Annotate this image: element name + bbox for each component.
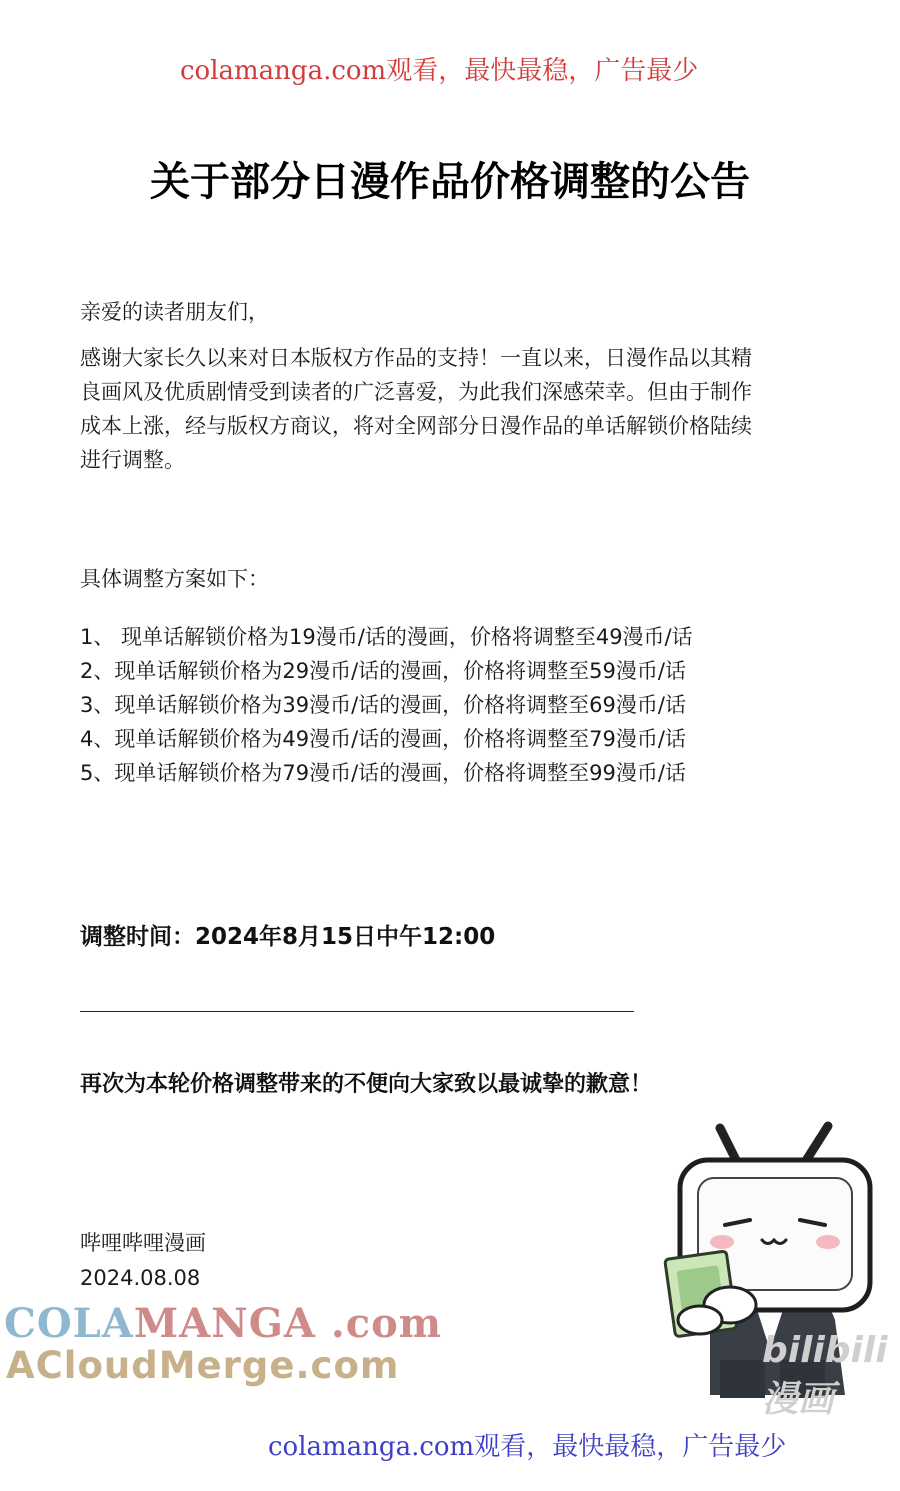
watermark-dotcom: .com xyxy=(315,1300,443,1347)
promo-banner-top: colamanga.com观看，最快最稳，广告最少 xyxy=(180,56,699,86)
apology-text: 再次为本轮价格调整带来的不便向大家致以最诚挚的歉意！ xyxy=(80,1072,653,1097)
paragraph-line: 进行调整。 xyxy=(80,448,185,472)
signature-name: 哔哩哔哩漫画 xyxy=(80,1231,206,1255)
list-item: 1、 现单话解锁价格为19漫币/话的漫画，价格将调整至49漫币/话 xyxy=(80,625,693,649)
watermark-colamanga xyxy=(4,1300,442,1347)
watermark-acloudmerge: ACloudMerge.com xyxy=(6,1344,400,1387)
paragraph-line: 良画风及优质剧情受到读者的广泛喜爱，为此我们深感荣幸。但由于制作 xyxy=(80,380,752,404)
promo-banner-bottom: colamanga.com观看，最快最稳，广告最少 xyxy=(268,1432,787,1462)
signature-date: 2024.08.08 xyxy=(80,1266,201,1290)
adjustment-list xyxy=(80,620,810,790)
greeting: 亲爱的读者朋友们， xyxy=(80,300,269,324)
bilibili-manga-logo: bilibili 漫画 xyxy=(762,1330,888,1420)
list-item: 5、现单话解锁价格为79漫币/话的漫画，价格将调整至99漫币/话 xyxy=(80,761,686,785)
announcement-title: 关于部分日漫作品价格调整的公告 xyxy=(150,159,750,205)
adjustment-time: 调整时间：2024年8月15日中午12:00 xyxy=(80,924,496,950)
paragraph-line: 感谢大家长久以来对日本版权方作品的支持！一直以来，日漫作品以其精 xyxy=(80,346,752,370)
list-item: 3、现单话解锁价格为39漫币/话的漫画，价格将调整至69漫币/话 xyxy=(80,693,686,717)
watermark-manga: MANGA xyxy=(133,1300,316,1347)
divider xyxy=(80,1011,634,1012)
list-item: 2、现单话解锁价格为29漫币/话的漫画，价格将调整至59漫币/话 xyxy=(80,659,686,683)
watermark-cola: COLA xyxy=(4,1300,134,1347)
intro-paragraph xyxy=(80,341,810,477)
plan-intro: 具体调整方案如下： xyxy=(80,567,269,591)
list-item: 4、现单话解锁价格为49漫币/话的漫画，价格将调整至79漫币/话 xyxy=(80,727,686,751)
paragraph-line: 成本上涨，经与版权方商议，将对全网部分日漫作品的单话解锁价格陆续 xyxy=(80,414,752,438)
